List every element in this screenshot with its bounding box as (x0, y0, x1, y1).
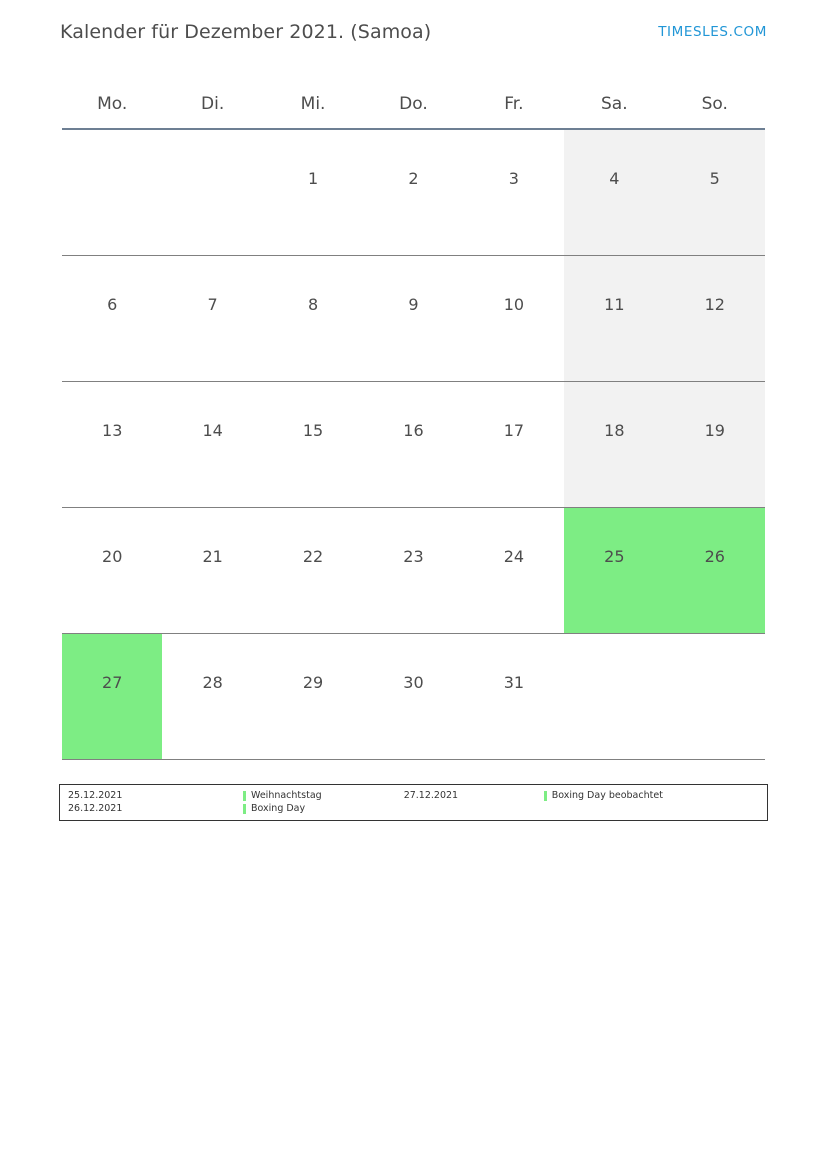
legend-date: 25.12.2021 (68, 790, 123, 801)
legend-color-swatch-icon (544, 791, 547, 801)
day-number: 6 (107, 295, 118, 314)
day-cell[interactable] (464, 256, 564, 382)
day-number: 2 (408, 169, 419, 188)
day-number (665, 634, 765, 675)
day-number: 24 (503, 547, 525, 566)
legend-label: Weihnachtstag (251, 790, 322, 801)
day-number (564, 634, 664, 675)
day-number: 1 (307, 169, 319, 188)
legend-right-entry (404, 790, 663, 801)
day-cell[interactable] (665, 634, 765, 760)
day-number: 11 (604, 295, 625, 314)
day-number: 25 (604, 547, 625, 566)
day-cell[interactable] (464, 382, 564, 508)
day-number: 10 (503, 295, 525, 314)
day-number: 19 (704, 421, 725, 440)
weekday-fr: Fr. (504, 94, 524, 114)
calendar-week-row (62, 634, 765, 760)
day-number: 8 (307, 295, 319, 314)
day-cell[interactable] (363, 129, 463, 256)
day-cell[interactable] (564, 129, 664, 256)
day-number: 7 (207, 295, 218, 314)
weekday-sa: Sa. (601, 94, 628, 114)
legend-date: 26.12.2021 (68, 803, 123, 814)
day-cell[interactable] (263, 634, 363, 760)
day-number (62, 130, 162, 171)
calendar-table (62, 80, 765, 760)
day-cell[interactable] (62, 256, 162, 382)
weekday-mo: Mo. (97, 94, 128, 114)
day-cell[interactable] (162, 508, 262, 634)
calendar (62, 80, 765, 760)
legend-row (68, 802, 761, 815)
calendar-head (62, 80, 765, 129)
day-number: 22 (302, 547, 324, 566)
day-number: 13 (102, 421, 123, 440)
day-cell[interactable] (564, 382, 664, 508)
day-cell[interactable] (665, 508, 765, 634)
day-cell[interactable] (62, 382, 162, 508)
day-cell[interactable] (564, 508, 664, 634)
legend-color-swatch-icon (243, 791, 246, 801)
weekday-mi: Mi. (300, 94, 326, 114)
calendar-week-row (62, 256, 765, 382)
day-cell[interactable] (363, 508, 463, 634)
calendar-week-row (62, 129, 765, 256)
day-number (162, 130, 262, 171)
weekday-di: Di. (201, 94, 225, 114)
day-cell[interactable] (564, 634, 664, 760)
legend-left-entry (68, 790, 322, 801)
day-cell[interactable] (464, 129, 564, 256)
day-cell[interactable] (665, 256, 765, 382)
day-cell[interactable] (665, 382, 765, 508)
day-number: 14 (202, 421, 223, 440)
day-number: 21 (202, 547, 223, 566)
day-cell[interactable] (363, 634, 463, 760)
day-number: 15 (302, 421, 324, 440)
page-header (0, 14, 827, 50)
day-cell[interactable] (62, 129, 162, 256)
legend-left-entry (68, 803, 305, 814)
calendar-week-row (62, 508, 765, 634)
day-cell[interactable] (464, 508, 564, 634)
day-cell[interactable] (464, 634, 564, 760)
weekday-do: Do. (399, 94, 428, 114)
day-cell[interactable] (162, 129, 262, 256)
day-number: 23 (403, 547, 424, 566)
legend-label: Boxing Day beobachtet (551, 790, 663, 801)
day-number: 26 (704, 547, 725, 566)
day-number: 4 (609, 169, 620, 188)
day-cell[interactable] (162, 634, 262, 760)
legend-date: 27.12.2021 (403, 790, 459, 801)
brand-link[interactable]: TIMESLES.COM (658, 24, 767, 40)
day-cell[interactable] (62, 634, 162, 760)
day-cell[interactable] (263, 129, 363, 256)
day-number: 27 (102, 673, 123, 692)
day-number: 20 (102, 547, 123, 566)
day-number: 3 (508, 169, 519, 188)
day-cell[interactable] (162, 256, 262, 382)
day-cell[interactable] (665, 129, 765, 256)
page-title: Kalender für Dezember 2021. (Samoa) (60, 21, 432, 43)
day-number: 12 (704, 295, 725, 314)
weekday-so: So. (701, 94, 728, 114)
day-cell[interactable] (564, 256, 664, 382)
day-number: 17 (503, 421, 525, 440)
legend-row (68, 789, 761, 802)
day-number: 30 (403, 673, 424, 692)
day-cell[interactable] (162, 382, 262, 508)
calendar-body (62, 129, 765, 760)
day-number: 29 (302, 673, 324, 692)
legend-color-swatch-icon (243, 804, 246, 814)
day-number: 9 (408, 295, 419, 314)
day-cell[interactable] (263, 256, 363, 382)
day-number: 28 (202, 673, 223, 692)
calendar-week-row (62, 382, 765, 508)
day-number: 16 (403, 421, 424, 440)
day-number: 18 (604, 421, 625, 440)
day-cell[interactable] (363, 382, 463, 508)
day-cell[interactable] (263, 382, 363, 508)
day-cell[interactable] (363, 256, 463, 382)
weekday-header-row (62, 80, 765, 129)
day-number: 31 (503, 673, 525, 692)
day-cell[interactable] (62, 508, 162, 634)
legend-label: Boxing Day (251, 803, 306, 814)
day-cell[interactable] (263, 508, 363, 634)
holiday-legend (59, 784, 768, 821)
day-number: 5 (709, 169, 720, 188)
